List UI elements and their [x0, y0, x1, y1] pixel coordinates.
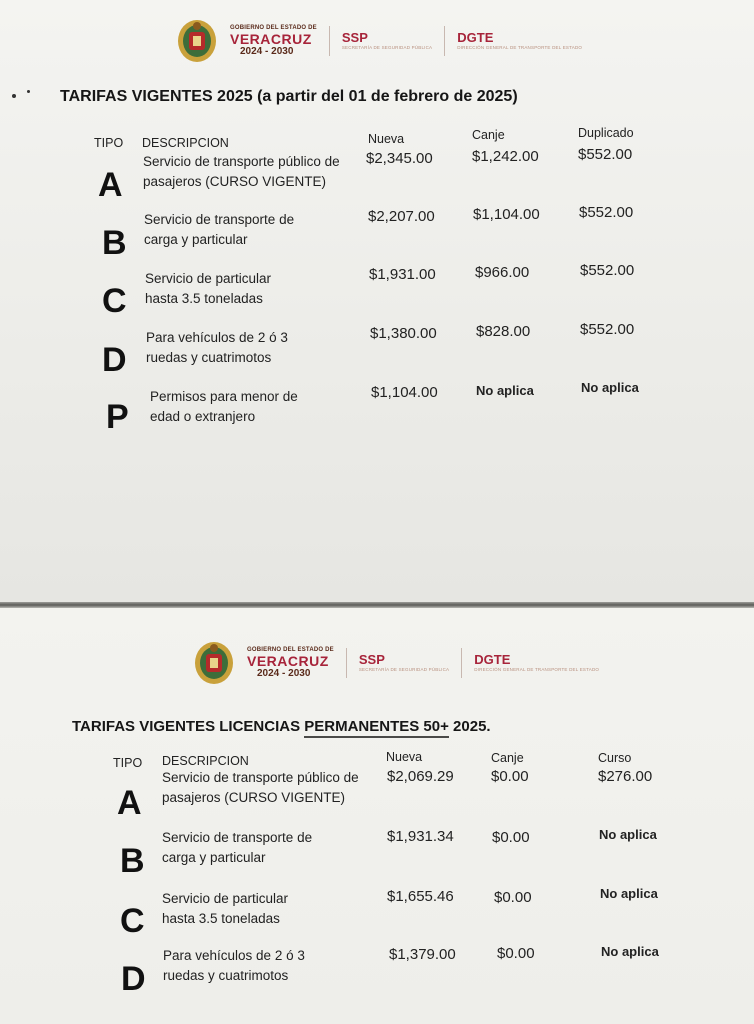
row-p-nueva: $1,104.00 [371, 384, 438, 401]
row-d-nueva: $1,380.00 [370, 325, 437, 342]
row-c-description: Servicio de particular hasta 3.5 toneladas [162, 891, 289, 926]
row-b-type: B [102, 224, 127, 262]
col-nueva: Nueva [368, 132, 405, 146]
row-a-canje: $1,242.00 [472, 148, 539, 165]
col-canje: Canje [472, 128, 505, 142]
veracruz-crest-icon [176, 18, 218, 64]
ssp-name: SSP [341, 30, 368, 46]
gov-top-text: GOBIERNO DEL ESTADO DE [247, 647, 334, 653]
sheet1-title: TARIFAS VIGENTES 2025 (a partir del 01 de febrero de 2025) [60, 88, 518, 105]
sheet2-title-post: 2025. [448, 718, 491, 735]
col-canje: Canje [491, 751, 524, 765]
tariff-sheet-permanent-50plus [0, 608, 754, 1024]
row-c-nueva: $1,931.00 [369, 266, 436, 283]
row-a-description: Servicio de transporte público de pasajeros (CURSO VIGENTE) [143, 154, 340, 189]
row-b-canje: $0.00 [492, 829, 530, 846]
row-c-duplicado: $552.00 [580, 262, 635, 279]
gov-logo-text [230, 25, 317, 57]
col-curso: Curso [598, 751, 632, 765]
gov-top-text: GOBIERNO DEL ESTADO DE [230, 25, 317, 31]
row-c-canje: $0.00 [494, 889, 532, 906]
row-d-duplicado: $552.00 [580, 321, 635, 338]
row-p-duplicado: No aplica [581, 380, 639, 395]
dgte-name: DGTE [474, 652, 511, 668]
row-d-type: D [121, 960, 146, 998]
row-d-nueva: $1,379.00 [389, 946, 456, 963]
header-divider [461, 648, 462, 678]
row-b-canje: $1,104.00 [473, 206, 540, 223]
row-b-duplicado: $552.00 [579, 204, 634, 221]
sheet2-title-underlined: PERMANENTES 50+ [304, 718, 449, 738]
row-b-description: Servicio de transporte de carga y particular [144, 212, 295, 247]
veracruz-crest-icon [193, 640, 235, 686]
row-d-description: Para vehículos de 2 ó 3 ruedas y cuatrimotos [163, 948, 305, 983]
row-c-type: C [120, 902, 145, 940]
ssp-logo [342, 31, 432, 51]
ssp-subtitle: SECRETARÍA DE SEGURIDAD PÚBLICA [358, 667, 450, 673]
row-d-curso: No aplica [601, 944, 659, 959]
government-header [193, 640, 599, 686]
dgte-subtitle: DIRECCIÓN GENERAL DE TRANSPORTE DEL ESTADO [474, 667, 600, 673]
sheet2-title-pre: TARIFAS VIGENTES LICENCIAS [72, 718, 305, 735]
gov-years-text: 2024 - 2030 [257, 668, 311, 679]
row-d-canje: $0.00 [497, 945, 535, 962]
row-b-curso: No aplica [599, 827, 657, 842]
row-b-type: B [120, 842, 145, 880]
row-a-nueva: $2,345.00 [366, 150, 433, 167]
ssp-name: SSP [358, 652, 385, 668]
row-b-nueva: $2,207.00 [368, 208, 435, 225]
row-d-canje: $828.00 [476, 323, 531, 340]
sheet2-title [72, 718, 491, 735]
row-a-duplicado: $552.00 [578, 146, 633, 163]
row-a-type: A [98, 166, 123, 204]
gov-years-text: 2024 - 2030 [240, 46, 294, 57]
col-nueva: Nueva [386, 750, 423, 764]
col-tipo: TIPO [94, 136, 124, 150]
col-descripcion: DESCRIPCION [142, 136, 229, 150]
header-divider [346, 648, 347, 678]
row-c-type: C [102, 282, 127, 320]
row-c-canje: $966.00 [475, 264, 530, 281]
row-p-description: Permisos para menor de edad o extranjero [150, 389, 298, 424]
dgte-name: DGTE [457, 30, 494, 46]
col-tipo: TIPO [113, 756, 143, 770]
government-header [176, 18, 582, 64]
ssp-logo [359, 653, 449, 673]
speck-mark [12, 94, 16, 98]
gov-logo-text [247, 647, 334, 679]
col-descripcion: DESCRIPCION [162, 754, 249, 768]
dgte-logo [474, 653, 599, 673]
row-p-type: P [106, 398, 129, 436]
row-b-nueva: $1,931.34 [387, 828, 454, 845]
row-p-canje: No aplica [476, 383, 534, 398]
header-divider [329, 26, 330, 56]
dgte-subtitle: DIRECCIÓN GENERAL DE TRANSPORTE DEL ESTADO [457, 45, 583, 51]
row-a-curso: $276.00 [598, 768, 653, 785]
dgte-logo [457, 31, 582, 51]
row-d-description: Para vehículos de 2 ó 3 ruedas y cuatrimotos [146, 330, 288, 365]
row-a-description: Servicio de transporte público de pasajeros (CURSO VIGENTE) [162, 770, 359, 805]
col-duplicado: Duplicado [578, 126, 634, 140]
row-c-curso: No aplica [600, 886, 658, 901]
row-a-type: A [117, 784, 142, 822]
row-a-nueva: $2,069.29 [387, 768, 454, 785]
row-c-nueva: $1,655.46 [387, 888, 454, 905]
gov-name-text: VERACRUZ [247, 653, 329, 669]
row-a-canje: $0.00 [491, 768, 529, 785]
row-c-description: Servicio de particular hasta 3.5 toneladas [145, 271, 272, 306]
row-d-type: D [102, 341, 127, 379]
speck-mark [27, 90, 30, 93]
ssp-subtitle: SECRETARÍA DE SEGURIDAD PÚBLICA [341, 45, 433, 51]
row-b-description: Servicio de transporte de carga y particular [162, 830, 313, 865]
header-divider [444, 26, 445, 56]
gov-name-text: VERACRUZ [230, 31, 312, 47]
